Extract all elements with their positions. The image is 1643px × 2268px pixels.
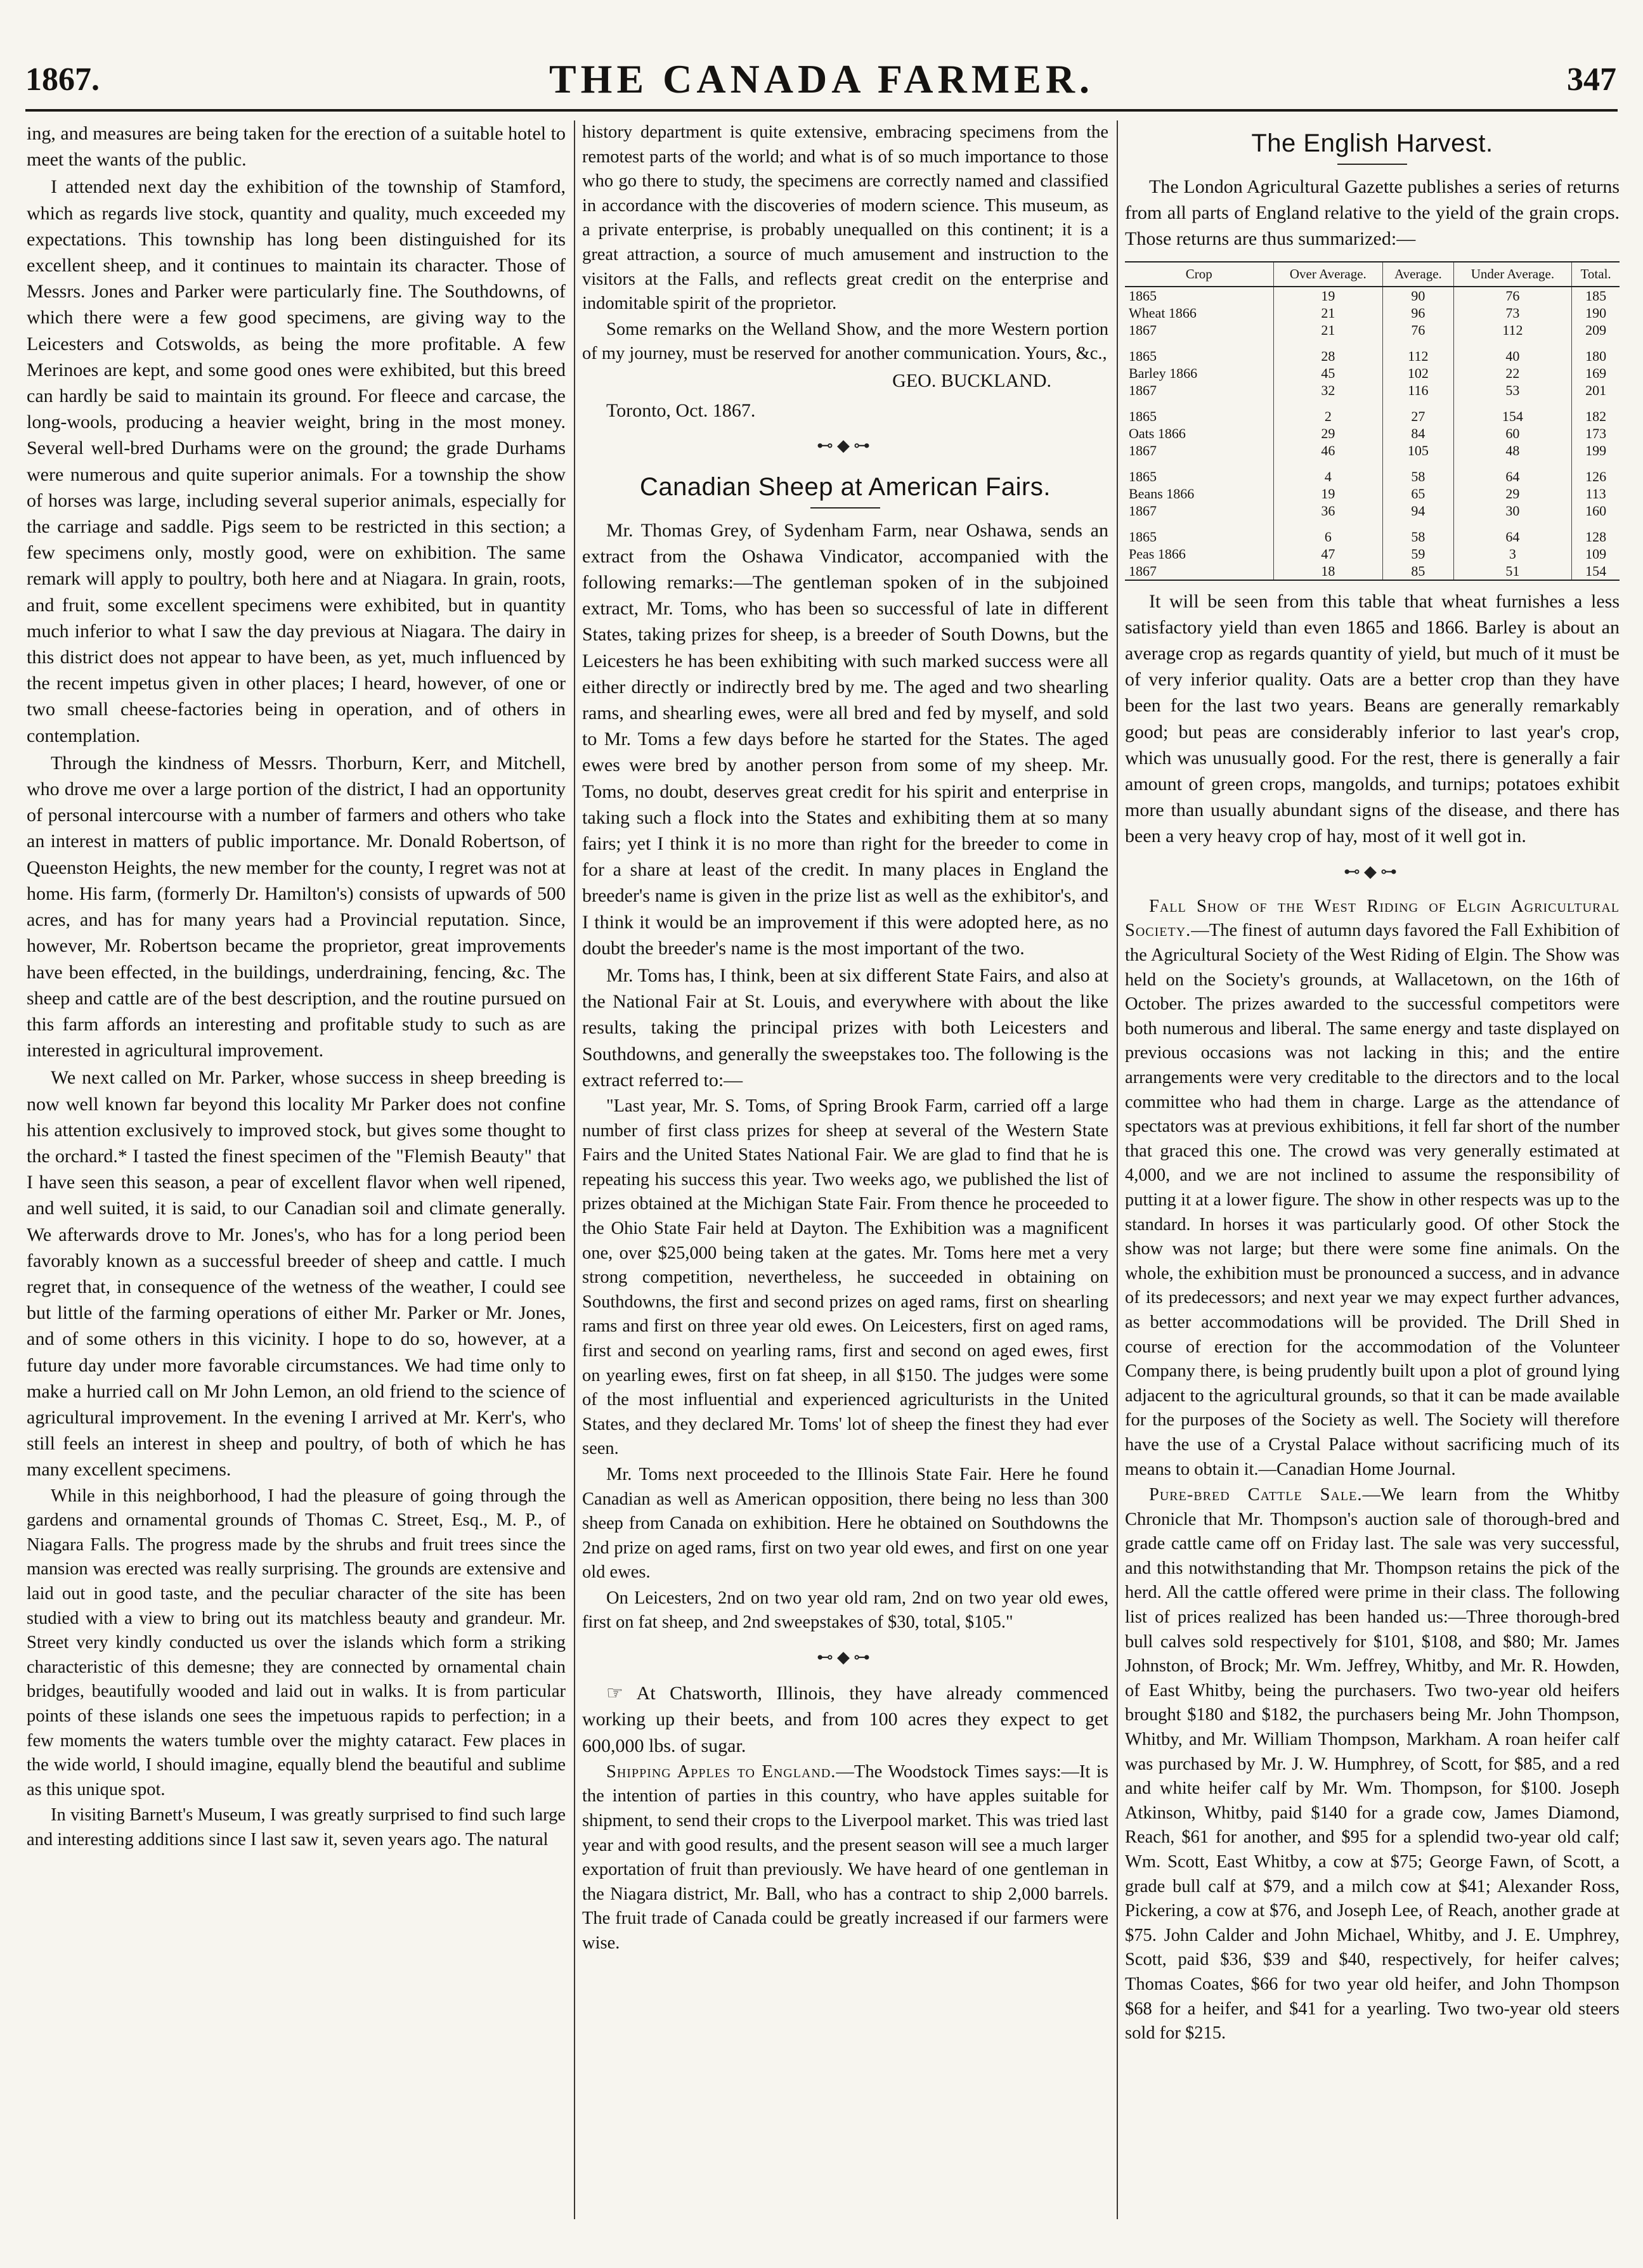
average-cell: 90 [1383, 287, 1453, 304]
year-cell: 1866 [1157, 425, 1186, 441]
over-average-cell: 21 [1273, 321, 1383, 339]
paragraph: We next called on Mr. Parker, whose success in sheep breeding is now well known far beyond this locality Mr Parker does not confine his attention exclusively to improved stock, but gives some thought to the orchard.* I tasted the finest specimen of the "Flemish Beauty" that I have seen this season, a pear of excellent flavor when well ripened, and well suited, it is said, to our Canadian soil and climate generally. We afterwards drove to Mr. Jones's, who has for a long period been favorably known as a successful breeder of sheep and cattle. I much regret that, in consequence of the wetness of the weather, I could see but little of the farming operations of either Mr. Parker or Mr. Jones, and of some others in this vicinity. I hope to do so, however, at a future day under more favorable circumstances. We had time only to make a hurried call on Mr John Lemon, an old friend to the science of agricultural improvement. In the evening I arrived at Mr. Kerr's, who still feels an interest in sheep and poultry, of both of which he has many excellent specimens. [27, 1067, 566, 1481]
paragraph [582, 1760, 1108, 1956]
table-row [1125, 562, 1620, 580]
crop-cell [1125, 287, 1273, 304]
item-lead: Pure-bred Cattle Sale. [1149, 1485, 1363, 1505]
table-row [1125, 545, 1620, 562]
year-cell: 1865 [1129, 528, 1157, 545]
under-average-cell: 60 [1453, 425, 1572, 442]
paragraph: While in this neighborhood, I had the pleasure of going through the gardens and ornamental grounds of Thomas C. Street, Esq., M. P., of Niagara Falls. The progress made by the shrubs and fruit trees since the mansion was erected was really surprising. The grounds are extensive and laid out in good taste, and the peculiar character of the site has been studied with a view to bring out its matchless beauty and grandeur. Mr. Street very kindly conducted us over the islands which form a striking characteristic of this demesne; they are connected by ornamental chain bridges, beautifully wooded and laid out in walks. It is from particular points of these islands one sees the impetuous rapids to perfection; in a few moments the waters tumble over the mighty cataract. Few places in the wide world, I should imagine, equally blend the beautiful and sublime as this unique spot. [27, 1486, 566, 1799]
crop-cell [1125, 347, 1273, 365]
table-row [1125, 382, 1620, 399]
crop-cell [1125, 485, 1273, 502]
year-cell: 1867 [1129, 502, 1157, 519]
year-cell: 1865 [1129, 347, 1157, 364]
column-3 [1125, 120, 1620, 2219]
paragraph: Through the kindness of Messrs. Thorburn, Kerr, and Mitchell, who drove me over a large portion of the district, I had an opportunity of personal intercourse with a number of farmers and others who take an interest in matters of public importance. Mr. Donald Robertson, of Queenston Heights, the new member for the county, I regret was not at home. His farm, (formerly Dr. Hamilton's) consists of upwards of 500 acres, and has for many years had a Provincial reputation. Since, however, Mr. Robertson became the proprietor, great improvements have been effected, in the buildings, underdraining, fencing, &c. The sheep and cattle are of the best description, and the routine pursued on this farm affords an interesting and profitable study to such as are interested in agricultural improvement. [27, 752, 566, 1061]
total-cell: 185 [1572, 287, 1620, 304]
under-average-cell: 51 [1453, 562, 1572, 580]
year-cell: 1866 [1168, 304, 1197, 321]
paragraph [1125, 895, 1620, 1482]
item-text: —The finest of autumn days favored the Fall Exhibition of the Agricultural Society of the West Riding of Elgin. The Show was held on the Society's grounds, at Wallacetown, on the 16th of October. The prizes awarded to the successful competitors were both numerous and liberal. The same energy and taste displayed on previous occasions was not lacking in this; and the entire arrangements were very creditable to the directors and to the local committee who had them in charge. Large as the attendance of spectators was at previous exhibitions, it fell far short of the number that graced this one. The crowd was very generally estimated at 4,000, and we are not inclined to assume the responsibility of putting it at a lower figure. The show in other respects was up to the standard. In horses it was particularly good. Of other Stock the show was not large; but there were some fine animals. On the whole, the exhibition must be pronounced a success, and in advance of its predecessors; and next year we may expect further advances, as better accommodations will be provided. The Drill Shed in course of erection for the accommodation of the Volunteer Company there, is being prudently built upon a plot of ground lying adjacent to the agricultural grounds, so that it can be made available for the purposes of the Society as well. The Society will therefore have the use of a Crystal Palace without sacrificing much of its means to obtain it.—Canadian Home Journal. [1125, 921, 1620, 1479]
over-average-cell: 4 [1273, 468, 1383, 485]
year-cell: 1867 [1129, 382, 1157, 398]
over-average-cell: 21 [1273, 304, 1383, 321]
paragraph: I attended next day the exhibition of the township of Stamford, which as regards live stock, quantity and quality, much exceeded my expectations. This township has long been distinguished for its excellent sheep, and it continues to maintain its character. Those of Messrs. Jones and Parker were particularly fine. The Southdowns, of which there were a few good specimens, are giving way to the Leicesters and Cotswolds, as being the more profitable. A few Merinoes are kept, and some good ones were exhibited, but this breed can hardly be said to maintain its ground. For fleece and carcase, the long-wools, producing a heavier weight, bring in the most money. Several well-bred Durhams were on the ground; the grade Durhams were numerous and quite superior animals. For a township the show of horses was large, including several superior animals, especially for the carriage and saddle. Pigs seem to be restricted in this section; a few specimens only, mostly good, were on exhibition. The same remark will apply to poultry, both here and at Niagara. In grain, roots, and fruit, some excellent specimens were exhibited, but in quantity much inferior to what I saw the day previous at Niagara. The dairy in this district does not appear to have been, as yet, much influenced by the recent impetus given in other places; I heard, however, of one or two small cheese-factories being in operation, and of others in contemplation. [27, 176, 566, 746]
table-header: Over Average. [1273, 262, 1383, 287]
paragraph: In visiting Barnett's Museum, I was greatly surprised to find such large and interesting additions since I last saw it, seven years ago. The natural [27, 1805, 566, 1850]
under-average-cell: 112 [1453, 321, 1572, 339]
total-cell: 180 [1572, 347, 1620, 365]
table-row [1125, 408, 1620, 425]
under-average-cell: 22 [1453, 365, 1572, 382]
table-spacer [1125, 459, 1620, 468]
table-header-row [1125, 262, 1620, 287]
total-cell: 128 [1572, 528, 1620, 545]
total-cell: 190 [1572, 304, 1620, 321]
header-rule [25, 109, 1618, 112]
under-average-cell: 73 [1453, 304, 1572, 321]
over-average-cell: 45 [1273, 365, 1383, 382]
over-average-cell: 6 [1273, 528, 1383, 545]
issue-year: 1867. [25, 62, 100, 98]
over-average-cell: 19 [1273, 485, 1383, 502]
total-cell: 109 [1572, 545, 1620, 562]
average-cell: 27 [1383, 408, 1453, 425]
paragraph: Mr. Toms has, I think, been at six different State Fairs, and also at the National Fair at St. Louis, and everywhere with about the like results, taking the principal prizes with both Leicesters and Southdowns, and generally the sweepstakes too. The following is the extract referred to:— [582, 965, 1108, 1091]
total-cell: 113 [1572, 485, 1620, 502]
year-cell: 1866 [1157, 545, 1186, 562]
paragraph: It will be seen from this table that wheat furnishes a less satisfactory yield than even 1865 and 1866. Barley is about an average crop as regards quantity of yield, but much of it must be of very inferior quality. Oats are a better crop than they have been for the last two years. Beans are generally remarkably good; but peas are considerably inferior to last year's crop, which was unusually good. For the rest, there is generally a fair amount of green crops, mangolds, and turnips; potatoes exhibit more than usually abundant signs of the disease, and there has been a very heavy crop of hay, most of it well got in. [1125, 590, 1620, 847]
harvest-table [1125, 261, 1620, 581]
over-average-cell: 29 [1273, 425, 1383, 442]
under-average-cell: 48 [1453, 442, 1572, 459]
table-row [1125, 304, 1620, 321]
average-cell: 85 [1383, 562, 1453, 580]
total-cell: 209 [1572, 321, 1620, 339]
table-row [1125, 502, 1620, 519]
table-spacer [1125, 339, 1620, 347]
heading-rule [810, 507, 880, 509]
quoted-extract: On Leicesters, 2nd on two year old ram, 2nd on two year old ewes, first on fat sheep, and 2nd sweepstakes of $30, total, $105." [582, 1588, 1108, 1633]
over-average-cell: 28 [1273, 347, 1383, 365]
table-body [1125, 287, 1620, 580]
average-cell: 102 [1383, 365, 1453, 382]
crop-cell [1125, 365, 1273, 382]
item-text: —The Woodstock Times says:—It is the intention of parties in this country, who have apples suitable for shipment, to send their crops to the Liverpool market. This was tried last year and with good results, and the present season will see a much larger exportation of fruit than previously. We have heard of one gentleman in the Niagara district, Mr. Ball, who has a contract to ship 2,000 barrels. The fruit trade of Canada could be greatly increased if our farmers were wise. [582, 1761, 1108, 1954]
section-heading: Canadian Sheep at American Fairs. [640, 472, 1051, 501]
under-average-cell: 3 [1453, 545, 1572, 562]
crop-cell [1125, 562, 1273, 580]
dateline: Toronto, Oct. 1867. [606, 400, 756, 422]
crop-name: Wheat [1129, 304, 1166, 321]
table-row [1125, 468, 1620, 485]
paragraph [1125, 1483, 1620, 2046]
total-cell: 126 [1572, 468, 1620, 485]
over-average-cell: 36 [1273, 502, 1383, 519]
year-cell: 1866 [1169, 365, 1198, 381]
table-row [1125, 347, 1620, 365]
table-row [1125, 485, 1620, 502]
newspaper-title: THE CANADA FARMER. [549, 56, 1094, 101]
total-cell: 182 [1572, 408, 1620, 425]
item-text: —We learn from the Whitby Chronicle that Mr. Thompson's auction sale of thorough-bred and grade cattle came off on Friday last. The sale was very successful, and this notwithstanding that Mr. Thompson retains the pick of the herd. All the cattle offered were prime in their class. The following list of prices realized has been handed us:—Three thorough-bred bull calves sold respectively for $101, $108, and $80; Mr. James Johnston, of Brock; Mr. Wm. Jeffrey, Whitby, and Mr. R. Howden, of East Whitby, being the purchasers. Two two-year old heifers brought $180 and $182, the purchasers being Mr. John Thompson, Whitby, and Mr. William Thompson, Markham. A roan heifer calf was purchased by Mr. J. W. Humphrey, of Scott, for $85, and a red and white heifer calf by Mr. Wm. Thompson, for $100. Joseph Atkinson, Whitby, paid $140 for a grade cow, James Diamond, Reach, $61 for another, and $95 for a splendid two-year old calf; Wm. Scott, East Whitby, a cow at $75; George Fawn, of Scott, a grade bull calf at $79, and a milch cow at $41; Alexander Ross, Pickering, a cow at $76, and Joseph Lee, of Reach, another grade at $75. John Calder and John Michael, Whitby, and J. E. Umphrey, Scott, paid $36, $39 and $40, respectively, for heifer calves; Thomas Coates, $66 for two year old heifer, and John Thompson $68 for a heifer, and $41 for a yearling. Two two-year old steers sold for $215. [1125, 1485, 1620, 2044]
average-cell: 105 [1383, 442, 1453, 459]
quoted-extract: Mr. Toms next proceeded to the Illinois State Fair. Here he found Canadian as well as American opposition, there being no less than 300 sheep from Canada on exhibition. Here he obtained on Southdowns the 2nd prize on aged rams, first on two year old ewes, and first on one year old ewes. [582, 1464, 1108, 1583]
paragraph: ing, and measures are being taken for the erection of a suitable hotel to meet the wants of the public. [27, 123, 566, 171]
under-average-cell: 53 [1453, 382, 1572, 399]
paragraph: The London Agricultural Gazette publishes a series of returns from all parts of England relative to the yield of the grain crops. Those returns are thus summarized:— [1125, 176, 1620, 250]
average-cell: 65 [1383, 485, 1453, 502]
paragraph [582, 1680, 1108, 1759]
item-lead: Fall Show of the West Riding of Elgin Agricultural Society. [1125, 896, 1620, 941]
crop-cell [1125, 382, 1273, 399]
total-cell: 199 [1572, 442, 1620, 459]
under-average-cell: 29 [1453, 485, 1572, 502]
table-row [1125, 365, 1620, 382]
crop-cell [1125, 442, 1273, 459]
table-row [1125, 287, 1620, 304]
average-cell: 76 [1383, 321, 1453, 339]
table-row [1125, 442, 1620, 459]
average-cell: 58 [1383, 468, 1453, 485]
crop-cell [1125, 545, 1273, 562]
average-cell: 116 [1383, 382, 1453, 399]
year-cell: 1865 [1129, 408, 1157, 424]
table-header: Crop [1125, 262, 1273, 287]
crop-cell [1125, 502, 1273, 519]
page-number: 347 [1567, 62, 1616, 98]
table-header: Total. [1572, 262, 1620, 287]
over-average-cell: 46 [1273, 442, 1383, 459]
heading-rule [1337, 164, 1407, 165]
average-cell: 96 [1383, 304, 1453, 321]
beets-note: At Chatsworth, Illinois, they have already commenced working up their beets, and from 100 acres they expect to get 600,000 lbs. of sugar. [582, 1683, 1108, 1756]
year-cell: 1866 [1166, 485, 1195, 502]
table-header: Average. [1383, 262, 1453, 287]
average-cell: 112 [1383, 347, 1453, 365]
total-cell: 201 [1572, 382, 1620, 399]
column-divider [1117, 120, 1118, 2219]
paragraph: Mr. Thomas Grey, of Sydenham Farm, near Oshawa, sends an extract from the Oshawa Vindicator, accompanied with the following remarks:—The gentleman spoken of in the subjoined extract, Mr. Toms, who has been so successful of late in different States, taking prizes for sheep, is a breeder of South Downs, but the Leicesters he has been exhibiting with such marked success were all either directly or indirectly bred by me. The aged and two shearling rams, and shearling ewes, were all bred and fed by myself, and sold to Mr. Toms a few days before he started for the States. The aged ewes were bred by another person from some of my sheep. Mr. Toms, no doubt, deserves great credit for his spirit and enterprise in taking such a flock into the States and exhibiting them at so many fairs; yet I think it is no more than right for the breeder to come in for a share at least of the credit. In many places in England the breeder's name is given in the prize list as well as the exhibitor's, and I think it would be an improvement if this were adopted here, as no doubt the breeder's name is the most important of the two. [582, 519, 1108, 959]
crop-cell [1125, 304, 1273, 321]
table-header: Under Average. [1453, 262, 1572, 287]
average-cell: 58 [1383, 528, 1453, 545]
crop-name: Peas [1129, 545, 1155, 562]
under-average-cell: 76 [1453, 287, 1572, 304]
section-heading: The English Harvest. [1251, 129, 1493, 157]
year-cell: 1867 [1129, 321, 1157, 338]
under-average-cell: 30 [1453, 502, 1572, 519]
over-average-cell: 32 [1273, 382, 1383, 399]
ornament-divider: ⊷◆⊶ [817, 436, 874, 455]
table-row [1125, 528, 1620, 545]
table-row [1125, 425, 1620, 442]
over-average-cell: 2 [1273, 408, 1383, 425]
year-cell: 1867 [1129, 562, 1157, 579]
total-cell: 173 [1572, 425, 1620, 442]
paragraph: Some remarks on the Welland Show, and the more Western portion of my journey, must be reserved for another communication. Yours, &c., [582, 319, 1108, 364]
column-divider [574, 120, 575, 2219]
ornament-divider: ⊷◆⊶ [817, 1648, 874, 1667]
under-average-cell: 40 [1453, 347, 1572, 365]
crop-cell [1125, 408, 1273, 425]
under-average-cell: 154 [1453, 408, 1572, 425]
year-cell: 1865 [1129, 468, 1157, 484]
crop-name: Beans [1129, 485, 1163, 502]
crop-cell [1125, 528, 1273, 545]
over-average-cell: 47 [1273, 545, 1383, 562]
crop-name: Barley [1129, 365, 1166, 381]
over-average-cell: 19 [1273, 287, 1383, 304]
crop-cell [1125, 321, 1273, 339]
total-cell: 154 [1572, 562, 1620, 580]
total-cell: 160 [1572, 502, 1620, 519]
total-cell: 169 [1572, 365, 1620, 382]
ornament-divider: ⊷◆⊶ [1344, 862, 1401, 881]
crop-name: Oats [1129, 425, 1155, 441]
masthead [0, 0, 1643, 113]
year-cell: 1865 [1129, 287, 1157, 304]
average-cell: 84 [1383, 425, 1453, 442]
quoted-extract: "Last year, Mr. S. Toms, of Spring Brook Farm, carried off a large number of first class prizes for sheep at several of the Western State Fairs and the United States National Fair. We are glad to find that he is repeating his success this year. Two weeks ago, we published the list of prizes obtained at the Michigan State Fair. From thence he proceeded to the Ohio State Fair held at Dayton. The Exhibition was a magnificent one, over $25,000 being taken at the gates. Mr. Toms here met a very strong competition, nevertheless, he succeeded in obtaining on Southdowns, the first and second prizes on aged rams, first on shearling rams and first on three year old ewes. On Leicesters, first on aged rams, first and second on yearling rams, first and second on aged ewes, first on yearling ewes, first on fat sheep, in all $150. The judges were some of the most influential and experienced agriculturists in the United States, and they declared Mr. Toms' lot of sheep the finest they had ever seen. [582, 1096, 1108, 1459]
under-average-cell: 64 [1453, 468, 1572, 485]
table-spacer [1125, 519, 1620, 528]
year-cell: 1867 [1129, 442, 1157, 458]
pointing-hand-icon: ☞ [606, 1683, 637, 1704]
average-cell: 59 [1383, 545, 1453, 562]
column-2 [582, 120, 1108, 2219]
column-1 [27, 120, 566, 2219]
paragraph: history department is quite extensive, embracing specimens from the remotest parts of the world; and what is of so much importance to those who go there to study, the specimens are correctly named and classified in accordance with the discoveries of modern science. This museum, as a private enterprise, is probably unequalled on this continent; it is a great attraction, a source of much amusement and instruction to the visitors at the Falls, and reflects great credit on the enterprise and indomitable spirit of the proprietor. [582, 122, 1108, 314]
signature: GEO. BUCKLAND. [892, 370, 1051, 391]
crop-cell [1125, 425, 1273, 442]
average-cell: 94 [1383, 502, 1453, 519]
table-row [1125, 321, 1620, 339]
table-spacer [1125, 399, 1620, 408]
crop-cell [1125, 468, 1273, 485]
item-lead: Shipping Apples to England. [606, 1761, 836, 1782]
over-average-cell: 18 [1273, 562, 1383, 580]
under-average-cell: 64 [1453, 528, 1572, 545]
